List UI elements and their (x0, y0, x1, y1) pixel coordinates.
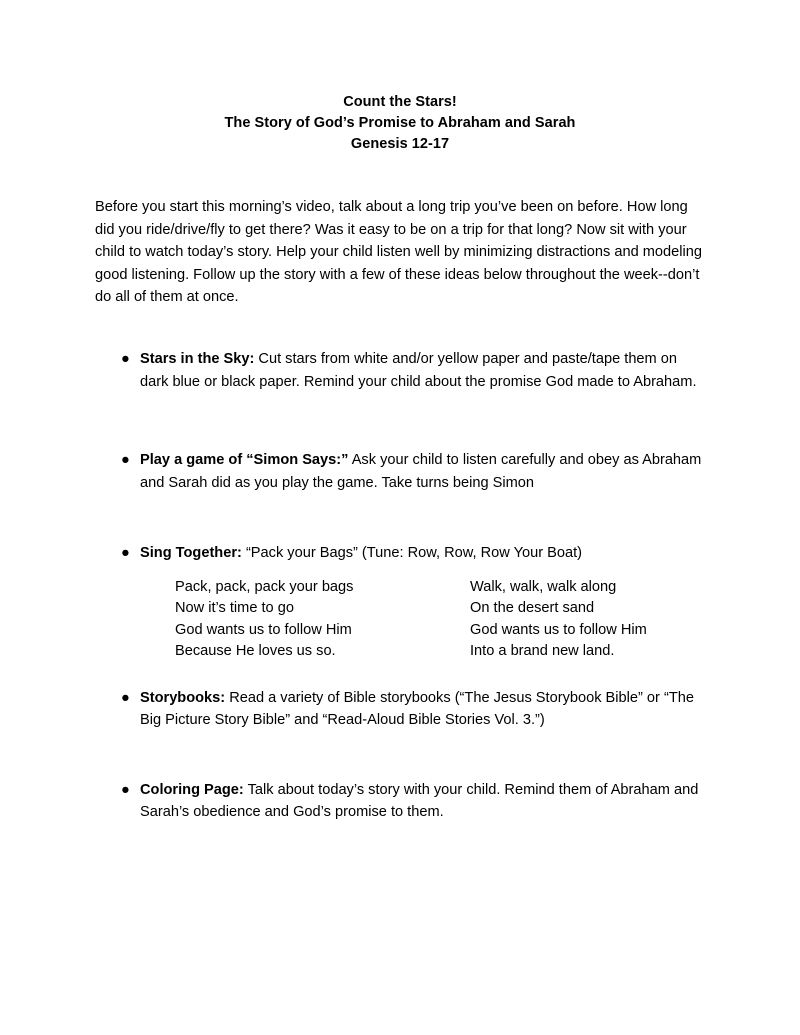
list-item-body: “Pack your Bags” (Tune: Row, Row, Row Your Boat) (241, 545, 583, 562)
list-item (95, 687, 707, 732)
bullet-point-icon: ● (121, 545, 130, 562)
list-item-content (140, 542, 707, 565)
lyric-line: Walk, walk, walk along (470, 578, 617, 595)
lyric-line: Now it’s time to go (175, 600, 294, 617)
document-title (95, 92, 705, 155)
list-item-content (140, 348, 707, 393)
list-item-content (140, 779, 707, 824)
lyric-line: Because He loves us so. (175, 643, 336, 660)
bullet-point-icon: ● (121, 452, 130, 469)
spacer (95, 494, 707, 542)
list-item (95, 779, 707, 824)
song-verse-left (175, 577, 470, 663)
activity-list (95, 348, 707, 824)
spacer (95, 732, 707, 779)
list-item-content (140, 449, 707, 494)
list-item (95, 348, 707, 393)
title-line-3: Genesis 12-17 (350, 135, 450, 152)
song-lyrics (95, 577, 707, 663)
title-line-1: Count the Stars! (343, 94, 457, 110)
list-item-heading: Storybooks: (140, 689, 226, 706)
list-item-body: Talk about today’s story with your child. Remind them of Abraham and Sarah’s obedience and God’s promise to them. (140, 781, 699, 821)
song-lyrics-columns (175, 577, 707, 663)
list-item-body: Ask your child to listen carefully and obey as Abraham and Sarah did as you play the game. Take turns being Simon (140, 452, 702, 491)
bullet-point-icon: ● (121, 689, 130, 706)
lyric-line: God wants us to follow Him (175, 621, 352, 638)
list-item-content (140, 687, 707, 732)
list-item-body: Read a variety of Bible storybooks (“The Jesus Storybook Bible” or “The Big Picture Story Bible” and “Read-Aloud Bible Stories Vol. 3.”) (140, 689, 694, 729)
lyric-line: God wants us to follow Him (470, 621, 647, 638)
list-item (95, 449, 707, 494)
list-item-heading: Stars in the Sky: (140, 351, 255, 367)
spacer (95, 663, 707, 687)
bullet-point-icon: ● (121, 781, 130, 798)
list-item-heading: Sing Together: (140, 545, 242, 562)
list-item-heading: Coloring Page: (140, 781, 244, 798)
list-item-heading: Play a game of “Simon Says:” (140, 452, 349, 469)
title-line-2: The Story of God’s Promise to Abraham and Sarah (224, 114, 576, 131)
lyric-line: On the desert sand (470, 600, 595, 617)
intro-paragraph: Before you start this morning’s video, talk about a long trip you’ve been on before. How long did you ride/drive/fly to get there? Was it easy to be on a trip for that long? Now sit with your child to watch today’s story. Help your child listen well by minimizing distractions and modeling good listening. Follow up the story with a few of these ideas below throughout the week--don’t do all of them at once. (95, 199, 702, 306)
lyric-line: Pack, pack, pack your bags (175, 578, 354, 595)
lyric-line: Into a brand new land. (470, 643, 615, 660)
list-item-body: Cut stars from white and/or yellow paper and paste/tape them on dark blue or black paper. Remind your child about the promise God made to Abraham. (140, 351, 697, 390)
spacer (95, 393, 707, 449)
bullet-point-icon: ● (121, 351, 130, 367)
song-verse-right (470, 577, 707, 663)
list-item (95, 542, 707, 565)
